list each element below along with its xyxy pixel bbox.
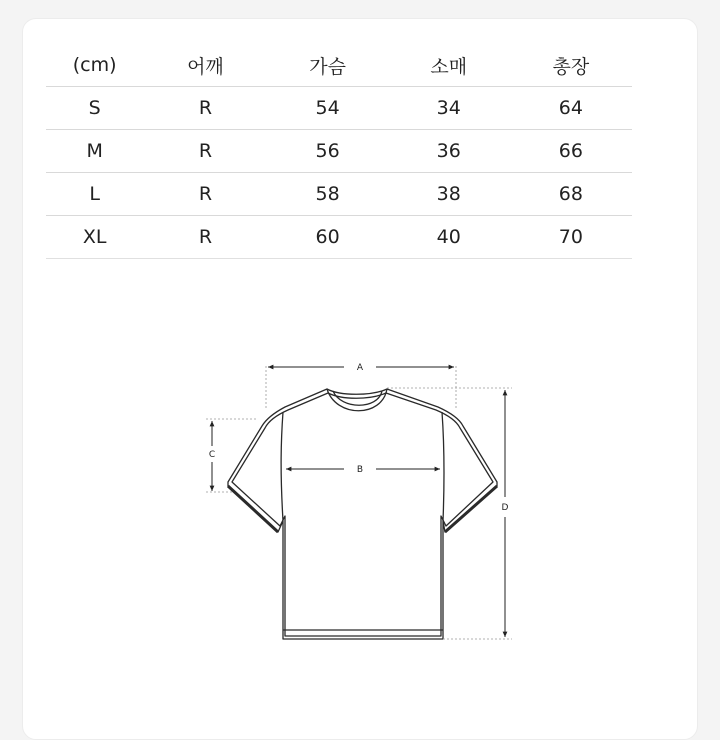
size-cell: XL [46,216,143,259]
chest-cell: 54 [268,87,388,130]
size-cell: S [46,87,143,130]
shoulder-cell: R [143,130,267,173]
header-shoulder: 어깨 [143,44,267,87]
sleeve-cell: 36 [388,130,510,173]
dimension-b-label: B [356,465,364,475]
shoulder-cell: R [143,87,267,130]
sleeve-cell: 38 [388,173,510,216]
table-row [46,173,632,216]
table-header-row [46,44,632,87]
shoulder-cell: R [143,173,267,216]
size-cell: L [46,173,143,216]
dimension-d-label: D [501,503,509,513]
length-cell: 70 [510,216,632,259]
table-row [46,216,632,259]
length-cell: 68 [510,173,632,216]
chest-cell: 56 [268,130,388,173]
shoulder-cell: R [143,216,267,259]
table-row [46,87,632,130]
dimension-a-label: A [356,363,364,373]
sleeve-cell: 34 [388,87,510,130]
sleeve-cell: 40 [388,216,510,259]
header-unit: (cm) [46,44,143,87]
chest-cell: 60 [268,216,388,259]
dimension-c-label: C [208,450,216,460]
size-table [46,44,632,259]
size-cell: M [46,130,143,173]
chest-cell: 58 [268,173,388,216]
header-chest: 가슴 [268,44,388,87]
header-length: 총장 [510,44,632,87]
header-sleeve: 소매 [388,44,510,87]
table-row [46,130,632,173]
length-cell: 64 [510,87,632,130]
length-cell: 66 [510,130,632,173]
